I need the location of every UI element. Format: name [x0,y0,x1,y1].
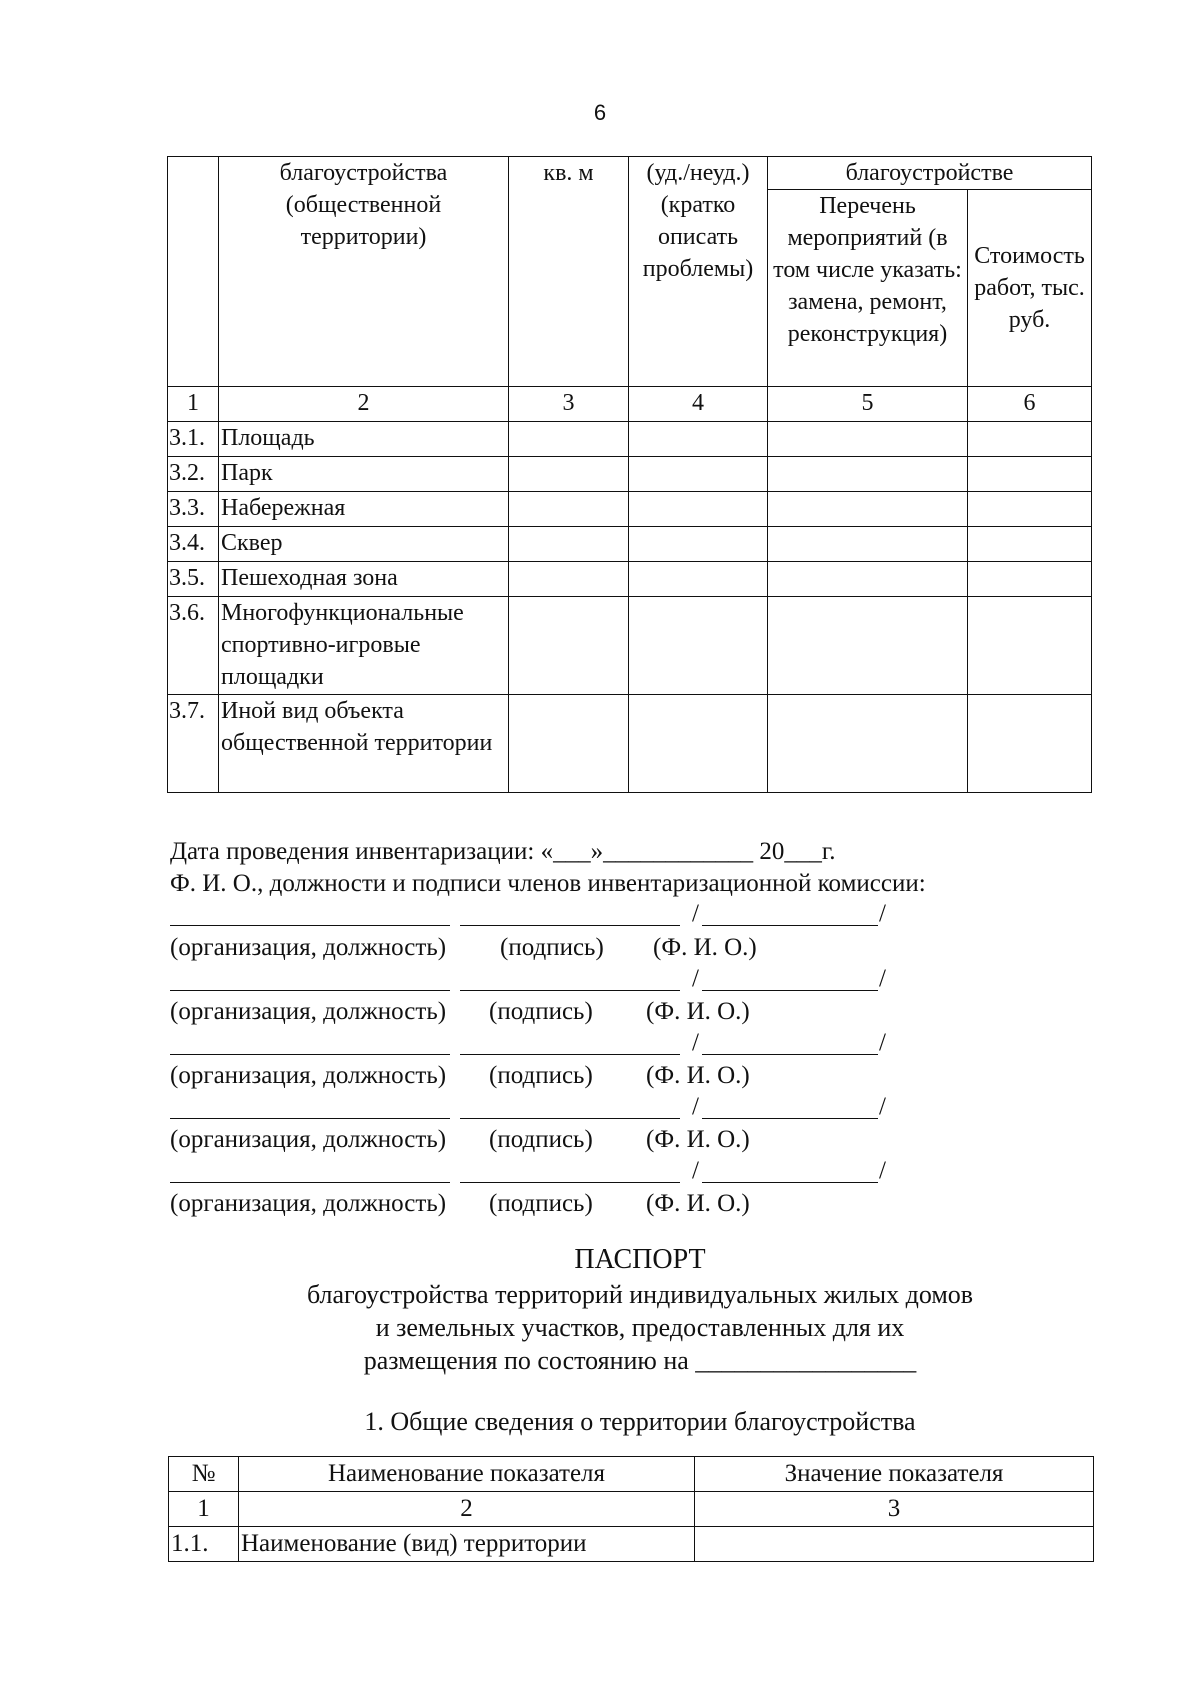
column-number-row [168,387,1092,422]
signature-sign-line[interactable] [460,1182,680,1183]
header-cell-group: благоустройстве [768,157,1092,190]
column-number: 3 [695,1492,1094,1527]
row-number: 3.1. [168,422,219,457]
table-row [168,562,1092,597]
caption-fio: (Ф. И. О.) [653,934,757,961]
empty-cell [968,562,1092,597]
row-number: 3.5. [168,562,219,597]
row-name: Площадь [219,422,509,457]
header-cell-value: Значение показателя [695,1457,1094,1492]
row-number: 3.4. [168,527,219,562]
column-number: 6 [968,387,1092,422]
caption-sign: (подпись) [489,1190,593,1217]
row-name: Наименование (вид) территории [239,1527,695,1562]
empty-cell [968,527,1092,562]
signature-org-line[interactable] [170,1182,450,1183]
passport-title: ПАСПОРТ [574,1244,706,1275]
empty-cell [968,597,1092,695]
caption-org: (организация, должность) [170,1062,447,1089]
caption-sign: (подпись) [489,1126,593,1153]
empty-cell [629,492,768,527]
empty-cell [768,597,968,695]
signature-slash: / [879,900,886,927]
caption-fio: (Ф. И. О.) [646,1126,750,1153]
empty-cell [629,527,768,562]
header-cell-measures: Перечень мероприятий (в том числе указать: замена, ремонт, реконструкция) [768,190,968,387]
row-name: Пешеходная зона [219,562,509,597]
caption-fio: (Ф. И. О.) [646,998,750,1025]
row-name: Многофункциональные спортивно-игровые площадки [219,597,509,695]
empty-cell [509,562,629,597]
empty-cell [509,422,629,457]
table-row [169,1527,1094,1562]
header-cell-number [168,157,219,387]
header-cell-condition: (уд./неуд.) (кратко описать проблемы) [629,157,768,387]
empty-cell [968,422,1092,457]
inventory-date-line: Дата проведения инвентаризации: «___»____________ 20___г. [170,838,836,865]
signature-slash: / [692,1093,699,1120]
column-number: 4 [629,387,768,422]
empty-cell [509,597,629,695]
signature-fio-line[interactable] [702,1054,878,1055]
row-number: 1.1. [169,1527,239,1562]
row-name: Иной вид объекта общественной территории [219,695,509,793]
public-territory-table [167,156,1092,793]
header-cell-indicator: Наименование показателя [239,1457,695,1492]
header-cell-object: благоустройства (общественной территории) [219,157,509,387]
table-row [168,527,1092,562]
column-number: 2 [239,1492,695,1527]
signature-org-line[interactable] [170,925,450,926]
signature-fio-line[interactable] [702,1118,878,1119]
signature-slash: / [692,1157,699,1184]
caption-fio: (Ф. И. О.) [646,1062,750,1089]
column-number: 3 [509,387,629,422]
passport-subtitle-line: благоустройства территорий индивидуальных жилых домов [306,1280,974,1309]
caption-fio: (Ф. И. О.) [646,1190,750,1217]
row-name: Набережная [219,492,509,527]
empty-cell [509,492,629,527]
header-cell-number: № [169,1457,239,1492]
signature-fio-line[interactable] [702,990,878,991]
caption-org: (организация, должность) [170,934,447,961]
table-row [168,422,1092,457]
row-name: Сквер [219,527,509,562]
column-number: 2 [219,387,509,422]
caption-org: (организация, должность) [170,1126,447,1153]
general-info-table [168,1456,1094,1562]
empty-cell [768,695,968,793]
row-name: Парк [219,457,509,492]
signature-fio-line[interactable] [702,925,878,926]
row-number: 3.3. [168,492,219,527]
signature-sign-line[interactable] [460,990,680,991]
table-row [168,457,1092,492]
empty-cell [629,695,768,793]
page-number: 6 [593,100,607,125]
empty-cell [768,422,968,457]
column-number: 1 [169,1492,239,1527]
empty-cell [509,695,629,793]
table-row [168,492,1092,527]
empty-cell [629,597,768,695]
signature-slash: / [879,1029,886,1056]
row-number: 3.6. [168,597,219,695]
empty-cell [509,527,629,562]
caption-org: (организация, должность) [170,1190,447,1217]
caption-sign: (подпись) [500,934,604,961]
header-cell-area: кв. м [509,157,629,387]
signature-slash: / [879,965,886,992]
empty-cell [768,562,968,597]
commission-members-line: Ф. И. О., должности и подписи членов инвентаризационной комиссии: [170,870,926,897]
caption-sign: (подпись) [489,1062,593,1089]
signature-sign-line[interactable] [460,925,680,926]
signature-slash: / [692,900,699,927]
signature-org-line[interactable] [170,1118,450,1119]
signature-slash: / [692,965,699,992]
empty-cell [629,422,768,457]
signature-fio-line[interactable] [702,1182,878,1183]
signature-slash: / [879,1093,886,1120]
header-cell-cost: Стоимость работ, тыс. руб. [968,190,1092,387]
caption-sign: (подпись) [489,998,593,1025]
empty-cell [768,457,968,492]
row-number: 3.2. [168,457,219,492]
signature-sign-line[interactable] [460,1118,680,1119]
section-heading: 1. Общие сведения о территории благоустройства [364,1407,916,1436]
signature-slash: / [879,1157,886,1184]
passport-subtitle-line: и земельных участков, предоставленных для их [375,1313,905,1342]
empty-cell [768,492,968,527]
empty-cell [968,457,1092,492]
signature-slash: / [692,1029,699,1056]
empty-cell [768,527,968,562]
empty-cell [968,695,1092,793]
empty-cell [968,492,1092,527]
caption-org: (организация, должность) [170,998,447,1025]
column-number: 5 [768,387,968,422]
table-row [168,597,1092,695]
signature-sign-line[interactable] [460,1054,680,1055]
row-number: 3.7. [168,695,219,793]
signature-org-line[interactable] [170,990,450,991]
signature-org-line[interactable] [170,1054,450,1055]
row-value [695,1527,1094,1562]
column-number: 1 [168,387,219,422]
passport-subtitle-line: размещения по состоянию на _________________ [363,1346,917,1375]
empty-cell [509,457,629,492]
empty-cell [629,457,768,492]
empty-cell [629,562,768,597]
table-row [168,695,1092,793]
